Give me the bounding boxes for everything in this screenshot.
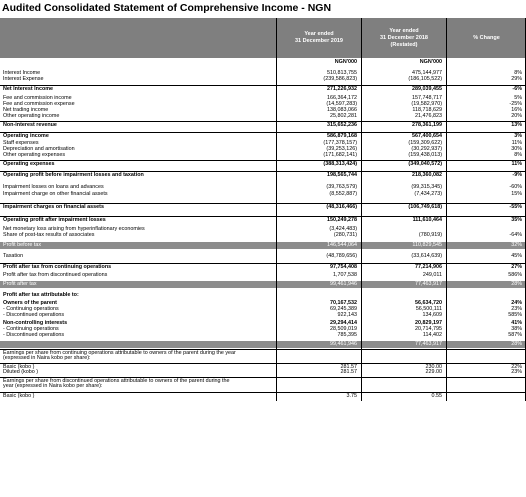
value-change: -64% [509,232,522,238]
statement-row-basic-kobo [0,392,526,400]
value-2019: 315,652,236 [327,122,357,128]
row-label: Interest Income [3,70,41,76]
row-label: Basic (kobo ) [3,364,35,370]
row-label: - Discontinued operations [3,312,65,318]
value-2018: 77,463,917 [415,341,442,347]
column-header-2019-line1: Year ended [304,31,334,37]
value-2018: 118,718,629 [412,107,442,113]
value-2018: (349,040,572) [408,161,442,167]
row-label: Owners of the parent [3,300,57,306]
value-change: 41% [511,320,522,326]
statement-row-expressed-in-naira-kobo-per-share [0,355,526,362]
row-label: Profit after tax [3,281,37,287]
value-2018: 229.00 [425,369,442,375]
row-label: Staff expenses [3,140,39,146]
value-2018: 56,634,720 [415,300,442,306]
value-2019: (239,586,823) [323,76,357,82]
statement-row-net-interest-income [0,85,526,93]
value-change: 16% [511,107,522,113]
value-2019: (39,763,579) [326,184,357,190]
row-label: Net monetary loss arising from hyperinflationary economies [3,226,145,232]
value-change: 586% [508,272,522,278]
value-change: 585% [508,312,522,318]
value-2019: 586,879,168 [327,133,357,139]
row-label: Profit after tax from discontinued operations [3,272,108,278]
value-change: 28% [511,341,522,347]
value-2019: 166,364,172 [327,95,357,101]
value-change: 23% [511,369,522,375]
value-2019: 150,249,278 [327,217,357,223]
row-label: Taxation [3,253,24,259]
value-2018: (33,614,639) [411,253,442,259]
value-change: 3% [514,133,522,139]
row-label: Earnings per share from discontinued operations attributable to owners of the parent during the [3,378,230,384]
value-2019: 281.57 [340,369,357,375]
row-label: Fee and commission income [3,95,72,101]
statement-row-interest-expense [0,76,526,83]
row-label: Net Interest Income [3,86,54,92]
row-label: Non-interest revenue [3,122,57,128]
label-column-header [0,18,277,58]
value-change: 5% [514,95,522,101]
value-2018: (19,582,970) [411,101,442,107]
value-change: 28% [511,281,522,287]
column-header-2018-line2: 31 December 2018 [379,34,428,41]
value-change: 24% [511,300,522,306]
value-2018: (159,309,622) [408,140,442,146]
column-header-2018-line1: Year ended [389,27,419,34]
value-2019: 138,083,066 [327,107,357,113]
value-2019: (388,313,424) [323,161,357,167]
statement-row-profit-after-tax-from-continuing-operations [0,263,526,271]
row-label: Impairment losses on loans and advances [3,184,104,190]
column-divider [446,18,447,401]
row-label: - Continuing operations [3,306,59,312]
value-2018: 0.55 [431,393,442,399]
row-label: Impairment charge on other financial assets [3,191,108,197]
value-2019: (39,253,126) [326,146,357,152]
value-2019: 97,754,408 [330,264,357,270]
value-change: 45% [511,253,522,259]
statement-row-impairment-charges-on-financial-assets [0,203,526,211]
statement-row-total [0,341,526,348]
units-2018: NGN'000 [419,59,442,65]
value-2019: 1,707,538 [333,272,357,278]
statement-row-taxation [0,253,526,260]
value-2018: 230.00 [425,364,442,370]
row-label: (expressed in Naira kobo per share): [3,355,91,361]
value-2018: 567,400,654 [412,133,442,139]
value-2019: 70,167,532 [330,300,357,306]
value-2019: (8,552,887) [329,191,357,197]
value-2018: 475,144,977 [412,70,442,76]
statement-title: Audited Consolidated Statement of Comprehensive Income - NGN [2,2,332,14]
row-label: Operating income [3,133,49,139]
value-change: 13% [511,122,522,128]
statement-row-discontinued-operations [0,312,526,319]
row-label: Earnings per share from continuing operations attributable to owners of the parent during the year [3,350,236,356]
statement-row-impairment-losses-on-loans-and-advances [0,184,526,191]
value-change: 38% [511,326,522,332]
column-header-2019-line2: 31 December 2019 [294,38,343,44]
statement-row-share-of-post-tax-results-of-associates [0,232,526,239]
row-label: Basic (kobo ) [3,393,35,399]
value-change: 23% [511,306,522,312]
value-change: 11% [511,161,522,167]
value-2019: 3.75 [346,393,357,399]
statement-row-other-operating-income [0,113,526,120]
value-2018: 77,463,917 [415,281,442,287]
column-header-change [447,18,526,58]
value-2018: (106,749,618) [408,204,442,210]
value-2019: 281.57 [340,364,357,370]
column-header-change-label: % Change [473,34,500,41]
column-header-2018 [362,18,446,58]
value-2018: 21,476,823 [415,113,442,119]
value-2019: 271,226,932 [327,86,357,92]
value-2019: 510,813,755 [327,70,357,76]
value-change: 587% [508,332,522,338]
row-label: year (expressed in Naira kobo per share): [3,383,103,389]
value-change: -6% [512,86,522,92]
statement-row-profit-after-tax [0,281,526,288]
value-change: 22% [511,364,522,370]
value-2019: 25,802,281 [330,113,357,119]
value-2019: 198,565,744 [327,172,357,178]
value-2018: (159,438,013) [408,152,442,158]
value-change: 8% [514,152,522,158]
row-label: Fee and commission expense [3,101,75,107]
value-2018: (780,919) [418,232,442,238]
statement-row-diluted-kobo [0,369,526,376]
row-label: Other operating income [3,113,60,119]
value-change: -9% [512,172,522,178]
value-2019: (171,682,141) [323,152,357,158]
statement-row-profit-after-tax-attributable-to [0,292,526,299]
row-label: Profit after tax attributable to: [3,292,79,298]
value-2019: 99,461,946 [330,281,357,287]
value-change: 32% [511,242,522,248]
value-change: 15% [511,191,522,197]
value-change: -60% [509,184,522,190]
row-label: Net trading income [3,107,49,113]
value-2019: (14,597,283) [326,101,357,107]
statement-row-year-expressed-in-naira-kobo-per-share [0,383,526,390]
column-header-2019 [277,18,361,58]
value-2018: 278,361,199 [412,122,442,128]
value-2019: (48,789,656) [326,253,357,259]
value-2018: 134,609 [422,312,442,318]
statement-row-impairment-charge-on-other-financial-assets [0,191,526,198]
value-2018: 77,214,906 [415,264,442,270]
column-divider [276,18,277,401]
value-2018: 289,039,455 [412,86,442,92]
row-label: Non-controlling interests [3,320,68,326]
row-label: - Discontinued operations [3,332,65,338]
statement-row-profit-before-tax [0,242,526,249]
value-2019: (48,316,466) [326,204,357,210]
value-change: 11% [511,140,522,146]
row-label: Profit after tax from continuing operations [3,264,112,270]
row-label: Diluted (kobo ) [3,369,39,375]
column-header-2018-line3: (Restated) [390,41,418,48]
value-2019: 922,143 [337,312,357,318]
value-2018: 110,829,545 [412,242,442,248]
row-label: Share of post-tax results of associates [3,232,95,238]
row-label: Profit before tax [3,242,42,248]
row-label: Interest Expense [3,76,44,82]
value-change: 8% [514,70,522,76]
value-2018: 157,748,717 [412,95,442,101]
statement-row-other-operating-expenses [0,152,526,159]
value-2018: 111,610,464 [412,217,442,223]
value-2018: (186,105,522) [408,76,442,82]
value-change: 20% [511,113,522,119]
statement-row-operating-expenses [0,160,526,168]
value-change: -55% [509,204,522,210]
value-2018: (7,434,273) [414,191,442,197]
value-2019: 29,294,414 [330,320,357,326]
statement-row-discontinued-operations [0,332,526,339]
value-2019: 146,544,064 [327,242,357,248]
statement-row-operating-profit-before-impairment-losses-and-taxation [0,171,526,179]
value-2018: (99,315,345) [411,184,442,190]
value-change: 35% [511,217,522,223]
value-2019: 785,395 [337,332,357,338]
value-2018: 218,360,082 [412,172,442,178]
value-2019: (280,731) [333,232,357,238]
row-label: - Continuing operations [3,326,59,332]
statement-row-profit-after-tax-from-discontinued-operations [0,272,526,279]
value-change: 27% [511,264,522,270]
row-label: Operating profit after impairment losses [3,217,106,223]
value-change: 29% [511,76,522,82]
row-label: Other operating expenses [3,152,66,158]
value-2019: 99,461,946 [330,341,357,347]
value-2019: (3,424,483) [329,226,357,232]
value-2019: (177,378,157) [323,140,357,146]
row-label: Impairment charges on financial assets [3,204,104,210]
value-change: 30% [511,146,522,152]
value-2018: (30,292,937) [411,146,442,152]
value-2019: 28,509,019 [330,326,357,332]
value-2018: 249,011 [422,272,442,278]
row-label: Operating profit before impairment losses and taxation [3,172,144,178]
value-2019: 69,245,389 [330,306,357,312]
value-2018: 56,500,111 [415,306,442,312]
statement-row-operating-income [0,132,526,140]
value-2018: 20,714,795 [415,326,442,332]
statement-row-non-interest-revenue [0,121,526,129]
statement-row-operating-profit-after-impairment-losses [0,216,526,224]
units-2019: NGN'000 [334,59,357,65]
row-label: Operating expenses [3,161,55,167]
value-2018: 20,829,197 [415,320,442,326]
row-label: Depreciation and amortisation [3,146,75,152]
value-change: -25% [509,101,522,107]
value-2018: 114,402 [422,332,442,338]
column-divider [361,18,362,401]
